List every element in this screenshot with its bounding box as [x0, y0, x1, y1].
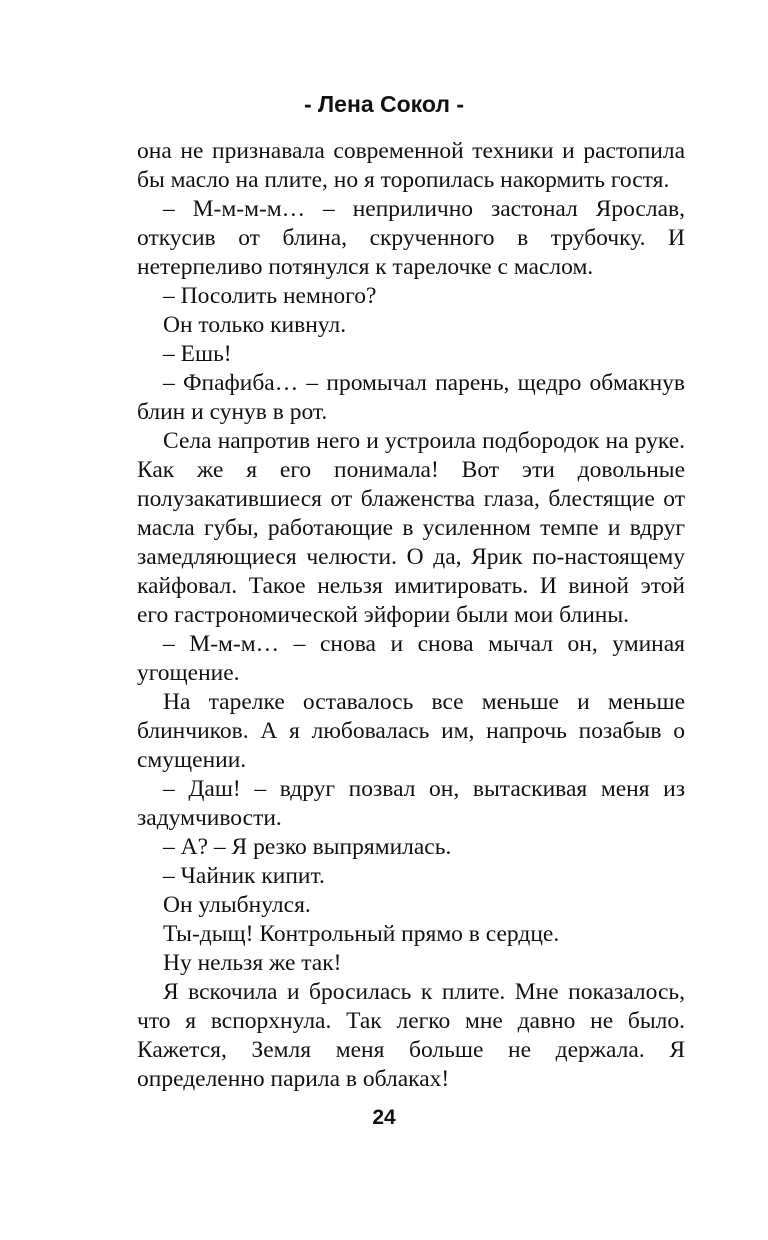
paragraph: – Фпафиба… – промычал парень, щедро обмакнув блин и сунув в рот. — [137, 370, 685, 425]
paragraph: – Чайник кипит. — [163, 863, 325, 889]
paragraph: На тарелке оставалось все меньше и меньше блинчиков. А я любовалась им, напрочь позабыв о смущении. — [137, 689, 685, 773]
paragraph: – А? – Я резко выпрямилась. — [163, 834, 452, 860]
page-body — [137, 137, 685, 1094]
paragraph: – Даш! – вдруг позвал он, вытаскивая меня из задумчивости. — [137, 776, 685, 831]
running-header: - Лена Сокол - — [303, 91, 465, 117]
paragraph: она не признавала современной техники и растопила бы масло на плите, но я торопилась накормить гостя. — [137, 138, 685, 193]
paragraph: – Ешь! — [163, 341, 232, 367]
paragraph: Я вскочила и бросилась к плите. Мне показалось, что я вспорхнула. Так легко мне давно не было. Кажется, Земля меня больше не держала. Я определенно парила в облаках! — [137, 979, 685, 1092]
paragraph: Села напротив него и устроила подбородок на руке. Как же я его понимала! Вот эти довольные полузакатившиеся от блаженства глаза, блестящие от масла губы, работающие в усиленном темпе и вдруг замедляющиеся челюсти. О да, Ярик по-настоящему кайфовал. Такое нельзя имитировать. И виной этой его гастрономической эйфории были мои блины. — [137, 428, 685, 628]
page-number: 24 — [372, 1106, 396, 1129]
paragraph: Он улыбнулся. — [163, 892, 311, 918]
paragraph: Он только кивнул. — [163, 312, 347, 338]
paragraph: Ну нельзя же так! — [163, 950, 342, 976]
paragraph: – М-м-м… – снова и снова мычал он, уминая угощение. — [137, 631, 685, 686]
paragraph: Ты-дыщ! Контрольный прямо в сердце. — [163, 921, 560, 947]
paragraph: – Посолить немного? — [163, 283, 377, 309]
paragraph: – М-м-м-м… – неприлично застонал Ярослав, откусив от блина, скрученного в трубочку. И нетерпеливо потянулся к тарелочке с маслом. — [137, 196, 685, 280]
